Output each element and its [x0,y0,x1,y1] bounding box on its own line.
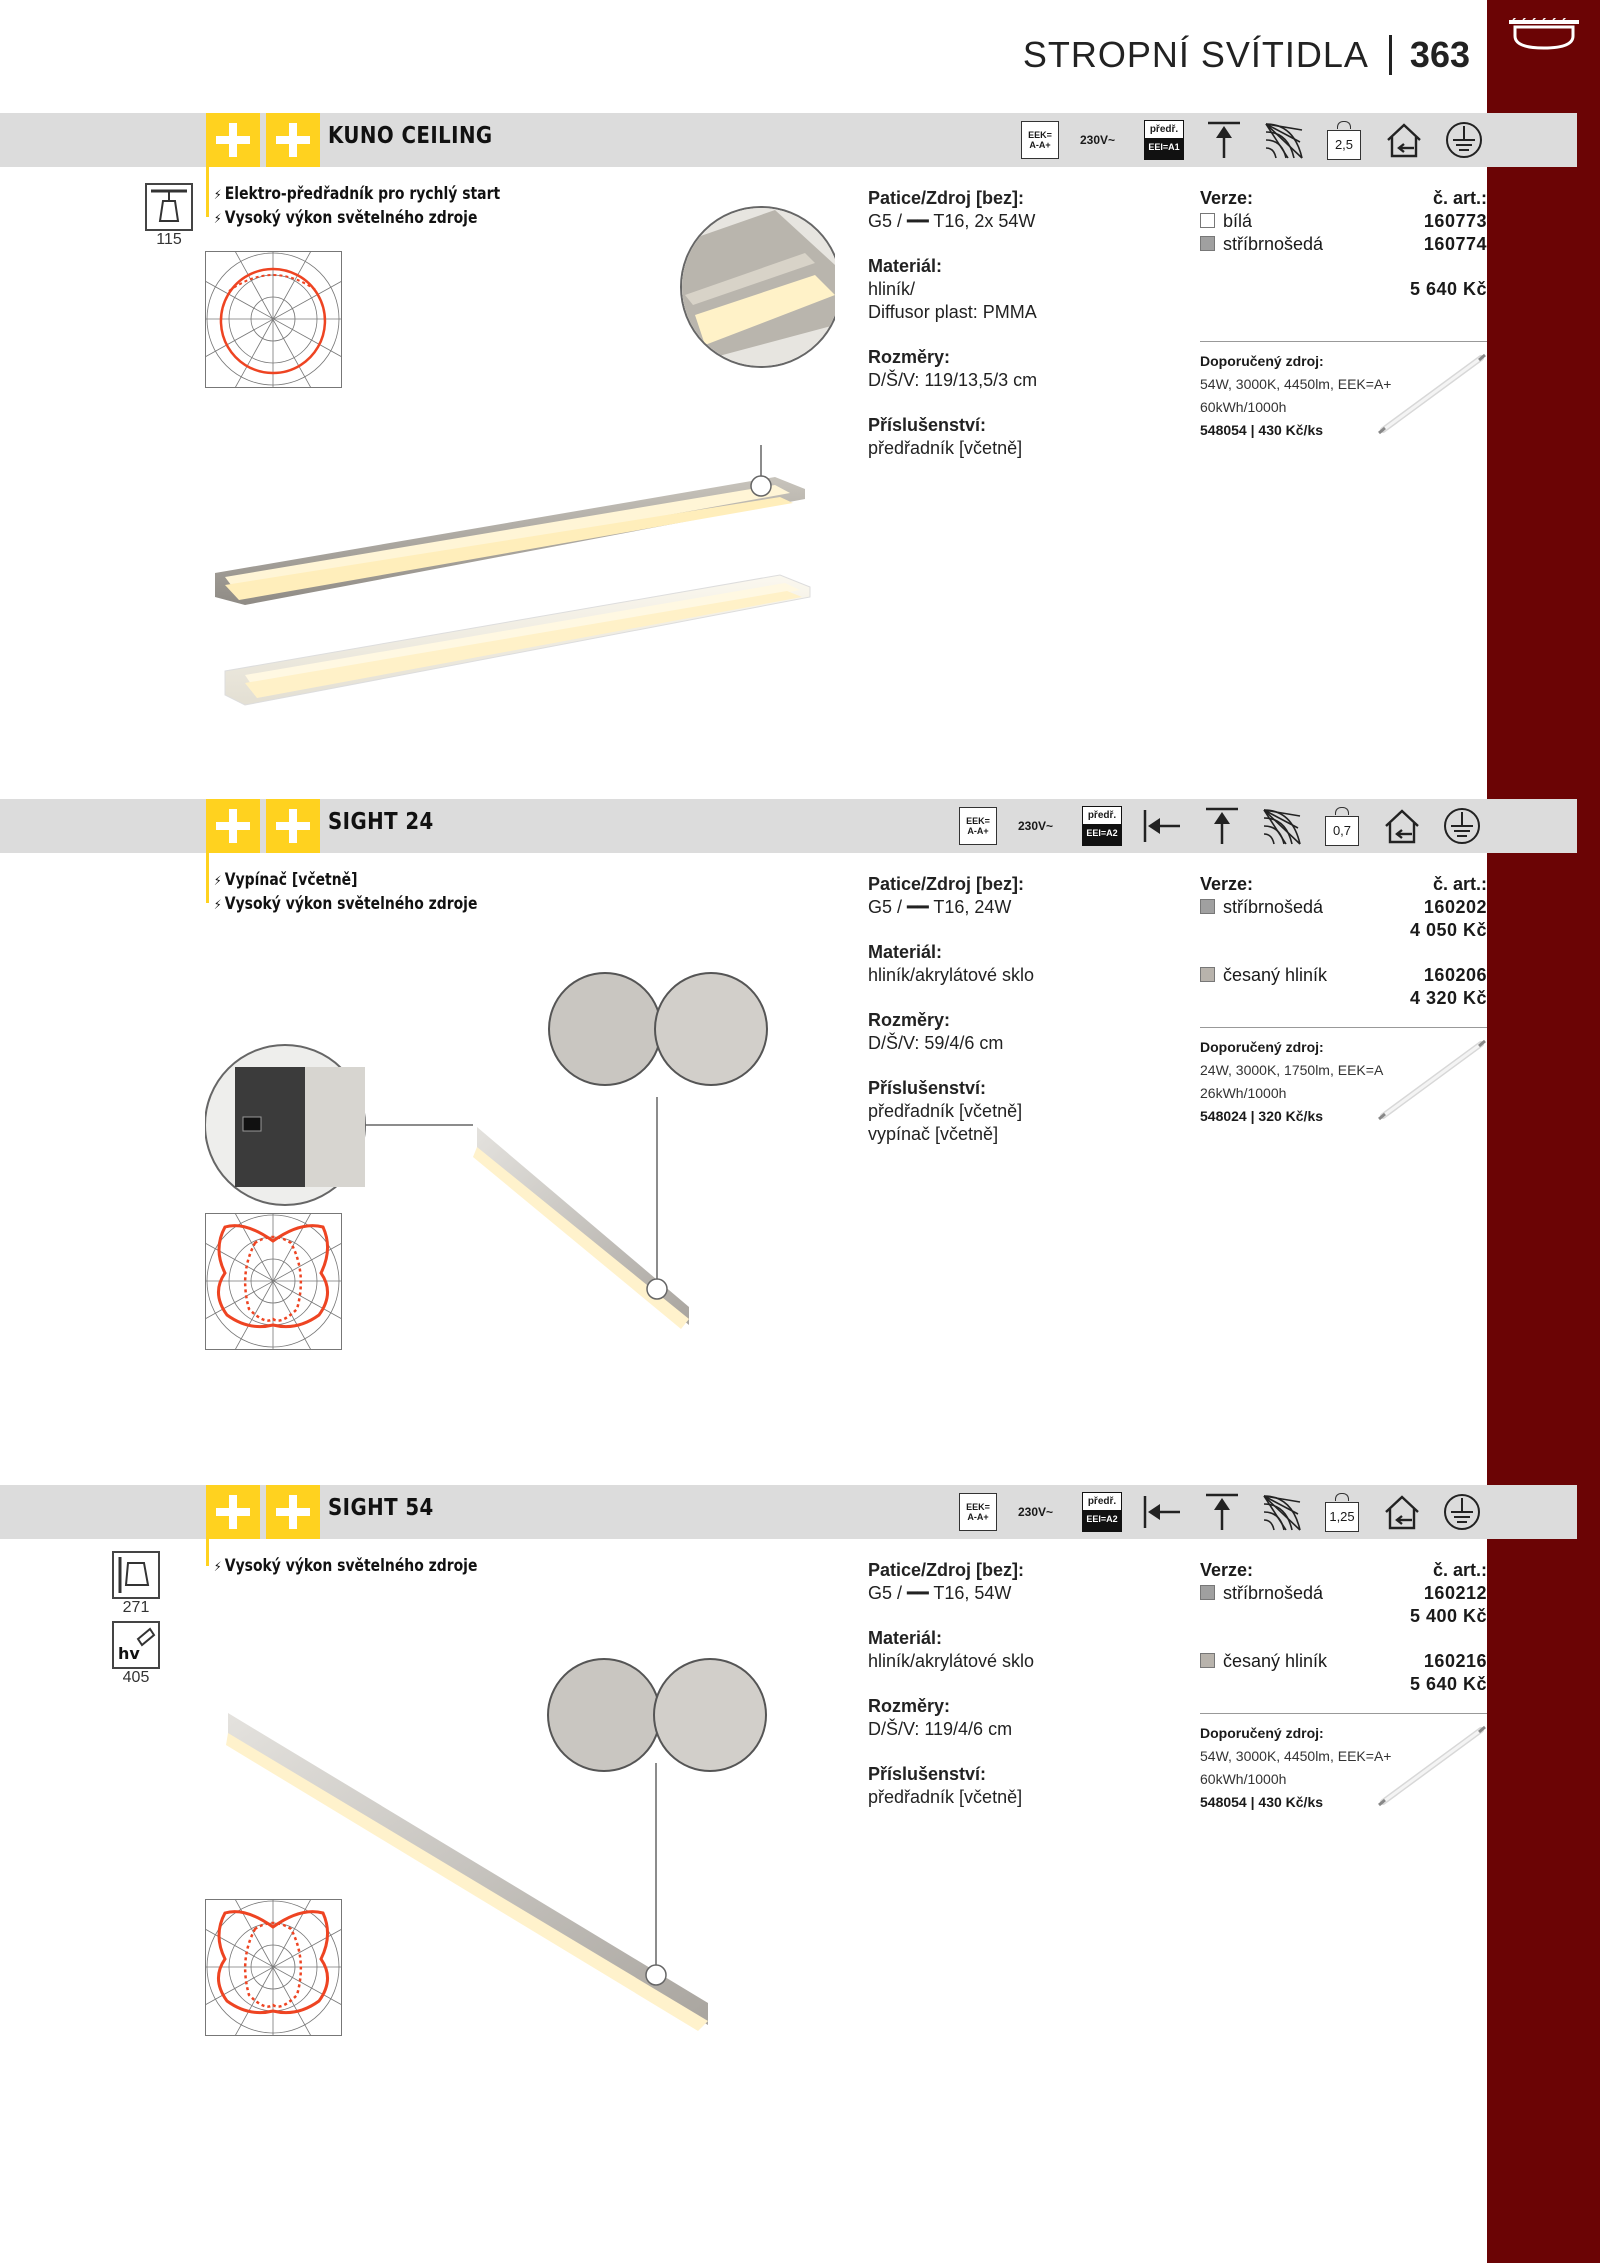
variant-name: česaný hliník [1223,1651,1328,1671]
ballast-eei-icon: předř. EEI=A2 [1082,1492,1122,1532]
ceiling-mount-icon [1204,120,1244,160]
related-product-ref[interactable] [112,1621,160,1687]
variant-row[interactable] [1200,896,1487,919]
protection-class-icon [1442,1492,1482,1532]
variant-price: 4 320 Kč [1409,988,1487,1008]
svg-text:hv: hv [118,1644,140,1663]
color-swatch [1200,236,1215,251]
recommended-source [1200,341,1487,442]
material-value: hliník/akrylátové sklo [868,965,1035,985]
article-header: č. art.: [1432,188,1487,208]
highlight-plus-icon [206,113,260,167]
related-product-ref[interactable] [145,183,193,249]
spec-label: Příslušenství: [868,1764,987,1784]
header-divider [1389,35,1392,75]
spec-label: Materiál: [868,1628,943,1648]
recommended-title: Doporučený zdroj: [1200,1725,1324,1741]
ceiling-lamp-icon [1507,18,1581,54]
color-swatch [1200,967,1215,982]
variant-list [1200,1559,1487,1696]
version-header: Verze: [1200,1560,1254,1580]
page-header [1023,34,1470,76]
accessory-value: předřadník [včetně] [868,1787,1023,1807]
recommended-consumption: 60kWh/1000h [1200,1771,1287,1787]
spec-table [868,187,1037,482]
article-number: 160206 [1423,965,1487,985]
article-number: 160773 [1423,211,1487,231]
highlight-plus-icon [206,1485,260,1539]
spec-label: Příslušenství: [868,415,987,435]
material-value: Diffusor plast: PMMA [868,302,1037,322]
spec-label: Příslušenství: [868,1078,987,1098]
wall-mount-icon [1142,806,1182,846]
spec-icons [1020,117,1504,163]
spec-icons [958,803,1502,849]
material-value: hliník/ [868,279,916,299]
color-swatch [1200,1653,1215,1668]
variant-row[interactable] [1200,1650,1487,1673]
fluorescent-tube-icon [1377,352,1487,436]
accent-line [206,1539,209,1566]
indoor-use-icon [1382,1492,1422,1532]
wall-mount-icon [1142,1492,1182,1532]
article-number: 160202 [1423,897,1487,917]
product-name: SIGHT 24 [328,809,434,835]
version-header: Verze: [1200,874,1254,894]
highlight-plus-icon [206,799,260,853]
related-product-ref[interactable] [112,1551,160,1617]
spec-label: Rozměry: [868,1010,951,1030]
dimensions-value: D/Š/V: 119/4/6 cm [868,1719,1013,1739]
energy-label-icon: EEK= A-A+ [1020,120,1060,160]
accessory-value: předřadník [včetně] [868,1101,1023,1121]
product-image [205,947,825,1512]
spec-label: Materiál: [868,256,943,276]
weight-icon: 2,5 [1324,120,1364,160]
feature-item: ⚡ Vysoký výkon světelného zdroje [214,1555,477,1579]
article-number: 160774 [1423,234,1487,254]
beam-angle-icon [1262,806,1302,846]
version-header: Verze: [1200,188,1254,208]
feature-item: ⚡ Vypínač [včetně] [214,869,477,893]
variant-name: stříbrnošedá [1223,1583,1324,1603]
variant-list [1200,187,1487,301]
recommended-source [1200,1713,1487,1814]
highlight-plus-icon [266,113,320,167]
protection-class-icon [1444,120,1484,160]
product-price: 5 640 Kč [1409,279,1487,299]
recommended-title: Doporučený zdroj: [1200,1039,1324,1055]
product-image [218,1633,838,2198]
energy-label-icon: EEK= A-A+ [958,806,998,846]
color-swatch [1200,1585,1215,1600]
variant-name: česaný hliník [1223,965,1328,985]
highlight-plus-icon [266,1485,320,1539]
protection-class-icon [1442,806,1482,846]
spec-label: Patice/Zdroj [bez]: [868,188,1025,208]
recommended-spec: 24W, 3000K, 1750lm, EEK=A [1200,1062,1384,1078]
ceiling-mount-icon [1202,806,1242,846]
recommended-price: 548024 | 320 Kč/ks [1200,1108,1324,1124]
wall-lamp-icon [112,1551,160,1599]
highlight-plus-icon [266,799,320,853]
spec-label: Materiál: [868,942,943,962]
color-swatch [1200,213,1215,228]
article-number: 160216 [1423,1651,1487,1671]
socket-value: G5 / ━━ T16, 2x 54W [868,211,1036,231]
accessory-value: vypínač [včetně] [868,1124,999,1144]
hv-spot-icon [112,1621,160,1669]
feature-list [214,869,477,917]
material-value: hliník/akrylátové sklo [868,1651,1035,1671]
ref-page-number: 115 [156,231,182,248]
ref-page-number: 405 [122,1669,150,1686]
article-header: č. art.: [1432,874,1487,894]
variant-row[interactable] [1200,964,1487,987]
variant-price: 4 050 Kč [1409,920,1487,940]
socket-value: G5 / ━━ T16, 54W [868,1583,1012,1603]
accent-line [206,853,209,903]
weight-icon: 1,25 [1322,1492,1362,1532]
accessory-value: předřadník [včetně] [868,438,1023,458]
energy-label-icon: EEK= A-A+ [958,1492,998,1532]
indoor-use-icon [1384,120,1424,160]
fluorescent-tube-icon [1377,1724,1487,1808]
voltage-label: 230V~ [1018,819,1054,833]
socket-value: G5 / ━━ T16, 24W [868,897,1012,917]
product-name: KUNO CEILING [328,123,493,149]
spec-label: Patice/Zdroj [bez]: [868,1560,1025,1580]
recommended-price: 548054 | 430 Kč/ks [1200,1794,1324,1810]
ballast-eei-icon: předř. EEI=A1 [1144,120,1184,160]
variant-list [1200,873,1487,1010]
beam-angle-icon [1264,120,1304,160]
recommended-price: 548054 | 430 Kč/ks [1200,422,1324,438]
recommended-consumption: 26kWh/1000h [1200,1085,1287,1101]
spec-table [868,873,1034,1168]
variant-price: 5 640 Kč [1409,1674,1487,1694]
feature-item: ⚡ Vysoký výkon světelného zdroje [214,207,500,231]
recommended-spec: 54W, 3000K, 4450lm, EEK=A+ [1200,1748,1392,1764]
indoor-use-icon [1382,806,1422,846]
spec-label: Rozměry: [868,347,951,367]
recommended-spec: 54W, 3000K, 4450lm, EEK=A+ [1200,376,1392,392]
voltage-label: 230V~ [1018,1505,1054,1519]
variant-name: stříbrnošedá [1223,234,1324,254]
beam-angle-icon [1262,1492,1302,1532]
ref-page-number: 271 [122,1599,150,1616]
article-number: 160212 [1423,1583,1487,1603]
variant-row[interactable] [1200,233,1487,256]
fluorescent-tube-icon [1377,1038,1487,1122]
dimensions-value: D/Š/V: 59/4/6 cm [868,1033,1004,1053]
variant-row[interactable] [1200,210,1487,233]
variant-name: stříbrnošedá [1223,897,1324,917]
ceiling-mount-icon [1202,1492,1242,1532]
dimensions-value: D/Š/V: 119/13,5/3 cm [868,370,1038,390]
pendant-icon [145,183,193,231]
variant-name: bílá [1223,211,1253,231]
recommended-title: Doporučený zdroj: [1200,353,1324,369]
weight-icon: 0,7 [1322,806,1362,846]
article-header: č. art.: [1432,1560,1487,1580]
spec-icons [958,1489,1502,1535]
product-image [215,205,835,750]
recommended-consumption: 60kWh/1000h [1200,399,1287,415]
voltage-label: 230V~ [1080,133,1116,147]
spec-table [868,1559,1034,1831]
accent-line [206,167,209,217]
feature-item: ⚡ Elektro-předřadník pro rychlý start [214,183,500,207]
page-title: STROPNÍ SVÍTIDLA [1022,34,1369,75]
product-name: SIGHT 54 [328,1495,434,1521]
color-swatch [1200,899,1215,914]
chapter-tab[interactable] [1487,0,1600,2263]
variant-price: 5 400 Kč [1409,1606,1487,1626]
recommended-source [1200,1027,1487,1128]
feature-list [214,1555,477,1579]
spec-label: Patice/Zdroj [bez]: [868,874,1025,894]
spec-label: Rozměry: [868,1696,951,1716]
page-number: 363 [1409,34,1470,75]
variant-row[interactable] [1200,1582,1487,1605]
ballast-eei-icon: předř. EEI=A2 [1082,806,1122,846]
feature-item: ⚡ Vysoký výkon světelného zdroje [214,893,477,917]
